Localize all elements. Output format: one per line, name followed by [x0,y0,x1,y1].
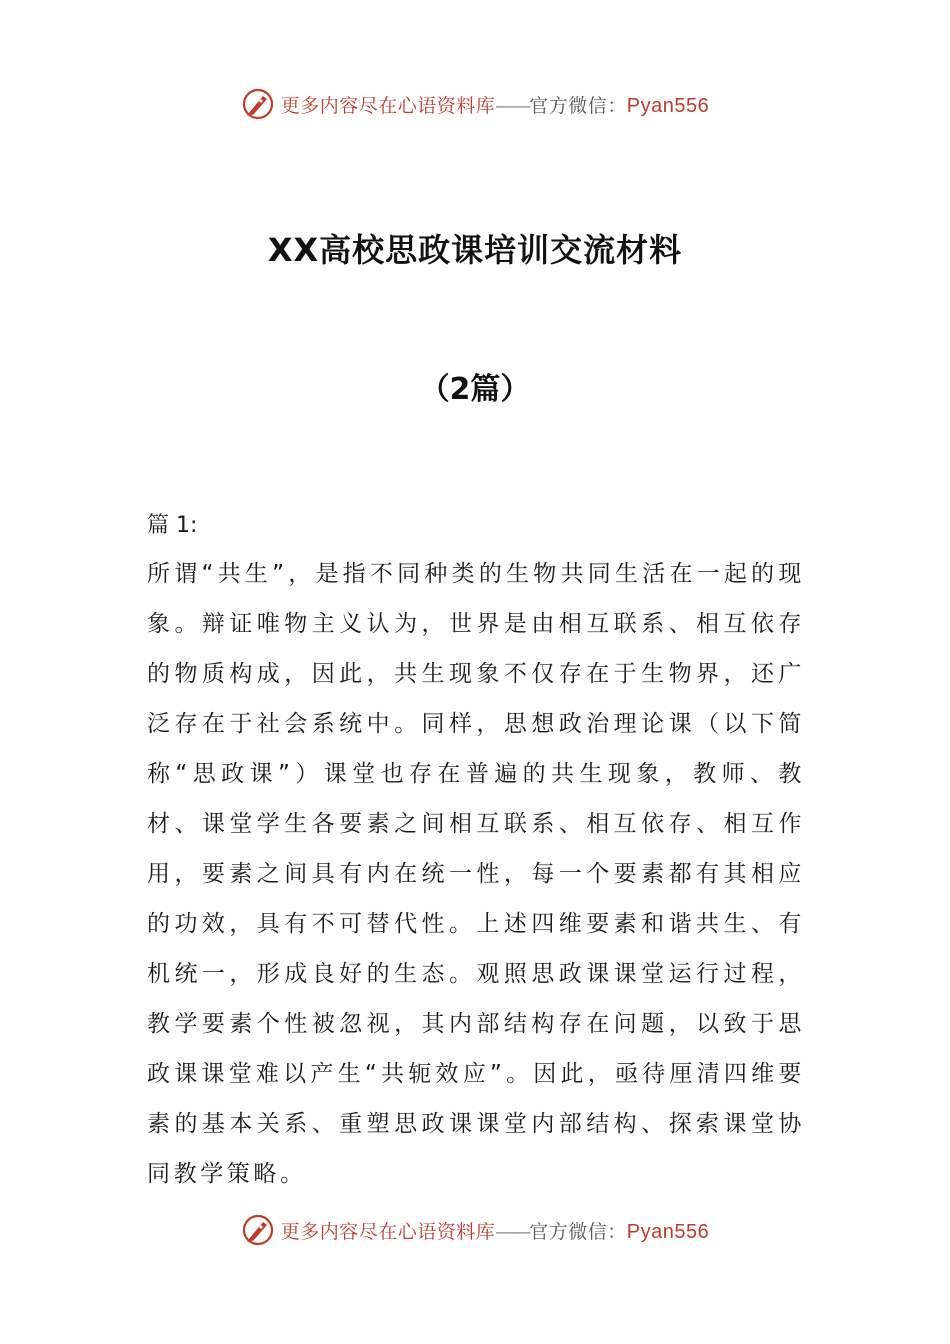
watermark-dash: —— [495,94,530,117]
watermark-wechat-id: Pyan556 [626,94,710,117]
footer-watermark [0,1208,950,1252]
watermark-dash: —— [495,1220,530,1243]
section-label: 篇 1: [147,513,198,538]
document-title: XX高校思政课培训交流材料 [267,231,683,269]
watermark-wechat-label: 官方微信： [529,94,627,117]
watermark-main: 更多内容尽在心语资料库 [280,94,496,117]
pen-nib-circle-icon [241,1213,275,1247]
watermark-wechat-label: 官方微信： [529,1220,627,1243]
watermark-text [281,1217,710,1244]
watermark-wechat-id: Pyan556 [626,1220,710,1243]
document-subtitle: （2篇） [419,372,531,407]
header-watermark [0,82,950,126]
watermark-text [281,91,710,118]
pen-nib-circle-icon [241,87,275,121]
watermark-main: 更多内容尽在心语资料库 [280,1220,496,1243]
body-paragraph: 所谓“共生”，是指不同种类的生物共同生活在一起的现象。辩证唯物主义认为，世界是由相互联系、相互依存的物质构成，因此，共生现象不仅存在于生物界，还广泛存在于社会系统中。同样，思想政治理论课（以下简称“思政课”）课堂也存在普遍的共生现象，教师、教材、课堂学生各要素之间相互联系、相互依存、相互作用，要素之间具有内在统一性，每一个要素都有其相应的功效，具有不可替代性。上述四维要素和谐共生、有机统一，形成良好的生态。观照思政课课堂运行过程，教学要素个性被忽视，其内部结构存在问题，以致于思政课课堂难以产生“共轭效应”。因此，亟待厘清四维要素的基本关系、重塑思政课课堂内部结构、探索课堂协同教学策略。 [147,561,805,1187]
